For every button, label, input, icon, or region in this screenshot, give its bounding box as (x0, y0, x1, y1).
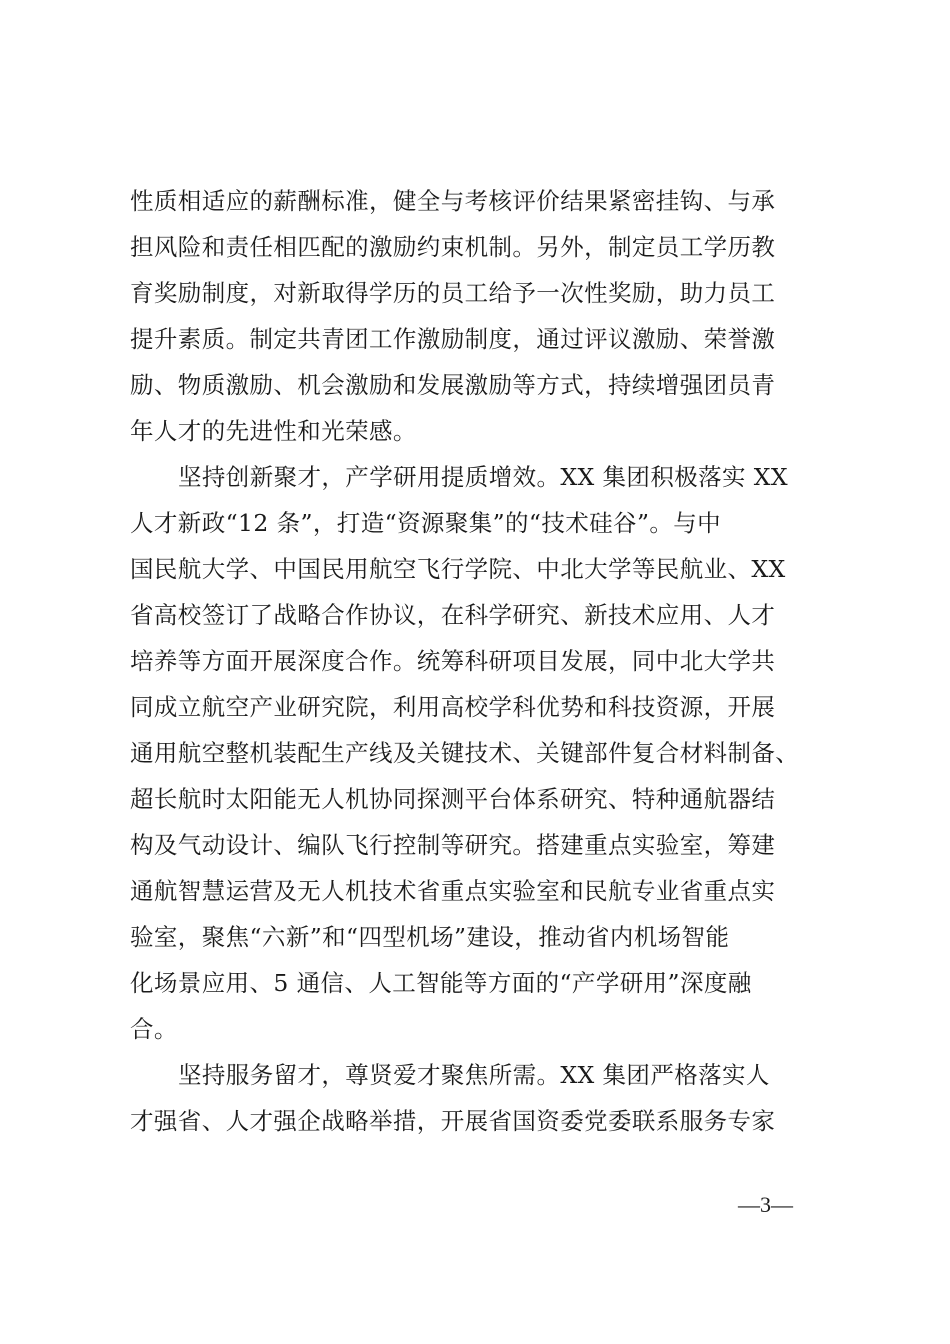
text-line: 验室，聚焦“六新”和“四型机场”建设，推动省内机场智能 (130, 923, 730, 951)
text-line: 性质相适应的薪酬标准，健全与考核评价结果紧密挂钩、与承 (130, 187, 776, 215)
text-line: 超长航时太阳能无人机协同探测平台体系研究、特种通航器结 (130, 785, 776, 813)
text-line: 才强省、人才强企战略举措，开展省国资委党委联系服务专家 (130, 1107, 776, 1135)
text-line: 合。 (130, 1015, 178, 1043)
text-line: 通航智慧运营及无人机技术省重点实验室和民航专业省重点实 (130, 877, 776, 905)
text-line: 提升素质。制定共青团工作激励制度，通过评议激励、荣誉激 (130, 325, 776, 353)
text-line: 国民航大学、中国民用航空飞行学院、中北大学等民航业、XX (130, 555, 786, 583)
text-line: 同成立航空产业研究院，利用高校学科优势和科技资源，开展 (130, 693, 776, 721)
text-line: 通用航空整机装配生产线及关键技术、关键部件复合材料制备、 (130, 739, 800, 767)
text-line: 省高校签订了战略合作协议，在科学研究、新技术应用、人才 (130, 601, 776, 629)
text-line: 化场景应用、5 通信、人工智能等方面的“产学研用”深度融 (130, 969, 752, 997)
text-line: 育奖励制度，对新取得学历的员工给予一次性奖励，助力员工 (130, 279, 776, 307)
text-line: 年人才的先进性和光荣感。 (130, 417, 417, 445)
text-line: 人才新政“12 条”，打造“资源聚集”的“技术硅谷”。与中 (130, 509, 722, 537)
text-line: 培养等方面开展深度合作。统筹科研项目发展，同中北大学共 (130, 647, 776, 675)
page-number: —3— (738, 1192, 793, 1217)
paragraph-first-line: 坚持服务留才，尊贤爱才聚焦所需。XX 集团严格落实人 (178, 1061, 770, 1089)
text-line: 构及气动设计、编队飞行控制等研究。搭建重点实验室，筹建 (130, 831, 776, 859)
paragraph-first-line: 坚持创新聚才，产学研用提质增效。XX 集团积极落实 XX (178, 463, 789, 491)
body-text (130, 178, 850, 1144)
text-line: 担风险和责任相匹配的激励约束机制。另外，制定员工学历教 (130, 233, 776, 261)
text-line: 励、物质激励、机会激励和发展激励等方式，持续增强团员青 (130, 371, 776, 399)
